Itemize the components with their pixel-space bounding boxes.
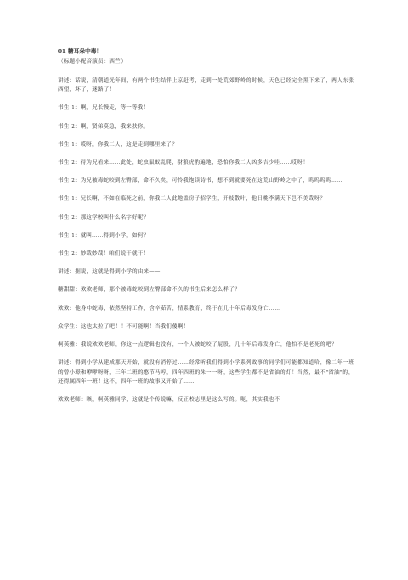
paragraph-dialogue: 书生 1：啊，兄长慢走，等一等我！ [58, 105, 149, 112]
paragraph-dialogue: 欢欢老师：咳，柯英雅同学，这就是个传说嘛，反正校志里是这么写的。呃，其实我也不 [58, 397, 281, 404]
document-subtitle: （标题小配音演员：西竺） [58, 58, 127, 65]
paragraph-dialogue: 书生 2：为兄被毒蛇咬到左臀部，命不久矣，可怜我饱读诗书，想不到就要死在这荒山野岭之中了，呜呜呜呜…… [58, 178, 343, 185]
paragraph-dialogue: 书生 1：哎呀，你我二人，这是走到哪里来了？ [58, 141, 178, 148]
paragraph-dialogue: 众学生：这也太拉了吧！！不可能啊！当我们傻啊！ [58, 323, 189, 330]
paragraph-dialogue: 欢欢：他身中蛇毒，依然坚持工作，含辛茹苦，情系教育，终于在几十年后毒发身亡…… [58, 305, 281, 312]
paragraph-dialogue: 书生 1：兄长啊，不如在临死之前，你我二人此地盖房子招学生，开枝散叶，他日桃李满天下岂不美哉呀？ [58, 196, 326, 203]
paragraph-dialogue: 糖甜甜：欢欢老师，那个被毒蛇咬到左臀部命不久的书生后来怎么样了？ [58, 287, 241, 294]
paragraph-narration-3: 讲述：得到小学从建成那天开始，就没有消停过……经常听我们得到小学系列故事的同学们可能都知道哈，像二年一班的曾小璟和咿咿呀呀，三年二班的憨节马哼，四年四班的朱一一呀，这些学生都不是省油的灯！当然，最不"省油"的，还得属四年一班！这不，四年一班的故事又开始了…… [58, 360, 355, 386]
document-body [58, 48, 358, 415]
paragraph-dialogue: 书生 2：那这学校叫什么名字好呢？ [58, 214, 149, 221]
paragraph-dialogue: 柯英雅：我说欢欢老师，你这一点逻辑也没有，一个人被蛇咬了屁股，几十年后毒发身亡，他怕不是老死的吧？ [58, 341, 337, 348]
paragraph-dialogue: 书生 1：就叫……得到小学，如何？ [58, 232, 149, 239]
document-title: 01 糖耳朵中毒！ [58, 49, 103, 55]
paragraph-narration-2: 讲述：据说，这就是得到小学的由来—— [58, 269, 161, 276]
paragraph-dialogue: 书生 2：啊，贤弟莫急，我来扶你。 [58, 123, 149, 130]
paragraph-dialogue: 书生 2：妙哉妙哉！咱们说干就干！ [58, 250, 149, 257]
paragraph-dialogue: 书生 2：待为兄看来……此处，蛇虫鼠蚁乱爬，豺狼虎豹遍地，恐怕你我二人凶多吉少哇……哎呀！ [58, 160, 309, 167]
paragraph-narration-1: 讲述：话说，清朝道光年间，有两个书生结伴上京赶考，走到一处荒郊野岭的时候，天色已经完全黑下来了，两人东张西望，坏了，迷路了！ [58, 77, 355, 94]
